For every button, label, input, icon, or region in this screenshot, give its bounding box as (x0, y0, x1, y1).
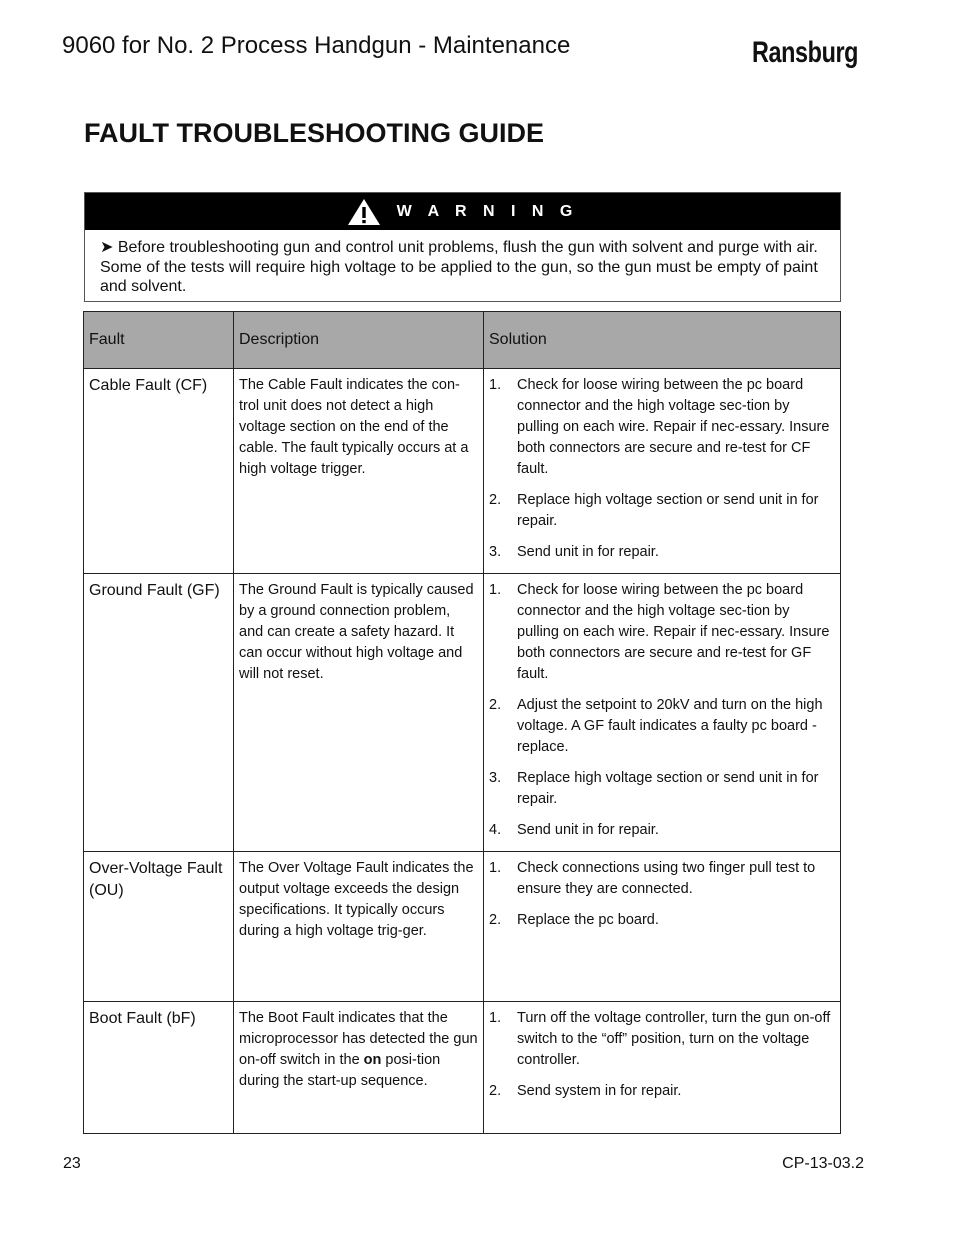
solution-step (489, 375, 832, 480)
fault-description-cell (234, 1002, 484, 1134)
solution-step (489, 1008, 832, 1071)
solution-step (489, 768, 832, 810)
fault-name-cell (84, 574, 234, 852)
page-number: 23 (63, 1155, 81, 1172)
step-text: Check for loose wiring between the pc board connector and the high voltage sec-tion by pulling on each wire. Repair if nec-essary. Insure both connectors are secure and re-test for CF fault. (517, 377, 830, 477)
ransburg-logo: Ransburg (752, 36, 859, 69)
solution-list (484, 1002, 840, 1102)
fault-description-cell (234, 574, 484, 852)
fault-description: The Ground Fault is typically caused by a ground connection problem, and can create a safety hazard. It can occur without high voltage and will not reset. (239, 582, 474, 682)
solution-step (489, 580, 832, 685)
step-number: 1. (489, 582, 502, 598)
solution-step (489, 910, 832, 931)
warning-text (85, 230, 840, 297)
step-number: 4. (489, 822, 502, 838)
table-header-row (84, 312, 841, 369)
fault-description: The Over Voltage Fault indicates the output voltage exceeds the design specifications. It typically occurs during a high voltage trig-ger. (239, 860, 474, 939)
step-text: Adjust the setpoint to 20kV and turn on the high voltage. A GF fault indicates a faulty pc board - replace. (517, 697, 823, 755)
fault-name: Boot Fault (bF) (89, 1010, 196, 1027)
fault-description (234, 1002, 483, 1092)
step-number: 2. (489, 492, 502, 508)
warning-header (85, 193, 840, 230)
fault-name: Ground Fault (GF) (89, 582, 220, 599)
solution-step (489, 1081, 832, 1102)
step-number: 1. (489, 1010, 502, 1026)
fault-solution-cell (484, 574, 841, 852)
solution-step (489, 820, 832, 841)
solution-step (489, 858, 832, 900)
step-number: 3. (489, 770, 502, 786)
step-number: 1. (489, 860, 502, 876)
fault-table (83, 311, 841, 1134)
warning-box (84, 192, 841, 302)
fault-name: Over-Voltage Fault (OU) (89, 860, 223, 899)
table-row (84, 369, 841, 574)
table-row (84, 1002, 841, 1134)
step-text: Check connections using two finger pull test to ensure they are connected. (517, 860, 816, 897)
step-number: 2. (489, 912, 502, 928)
table-row (84, 852, 841, 1002)
fault-solution-cell (484, 852, 841, 1002)
description-part: on (363, 1052, 382, 1068)
header-description: Description (234, 312, 484, 369)
warning-label: W A R N I N G (396, 202, 579, 220)
step-text: Replace the pc board. (517, 912, 659, 928)
fault-solution-cell (484, 369, 841, 574)
step-number: 1. (489, 377, 502, 393)
fault-solution-cell (484, 1002, 841, 1134)
page-title: FAULT TROUBLESHOOTING GUIDE (84, 118, 544, 148)
header-title: 9060 for No. 2 Process Handgun - Maintenance (62, 32, 571, 59)
step-text: Send system in for repair. (517, 1083, 682, 1099)
fault-description: The Cable Fault indicates the con-trol unit does not detect a high voltage section on the end of the cable. The fault typically occurs at a high voltage trigger. (239, 377, 469, 477)
step-number: 2. (489, 697, 502, 713)
header-solution: Solution (484, 312, 841, 369)
table-row (84, 574, 841, 852)
step-number: 3. (489, 544, 502, 560)
document-code: CP-13-03.2 (782, 1155, 864, 1172)
solution-list (484, 369, 840, 563)
fault-name-cell (84, 852, 234, 1002)
description-part: posi-tion during the start-up sequence. (239, 1052, 441, 1089)
warning-triangle-icon (347, 198, 381, 226)
solution-step (489, 542, 832, 563)
solution-list (484, 574, 840, 841)
fault-name-cell (84, 369, 234, 574)
step-text: Replace high voltage section or send unit in for repair. (517, 492, 819, 529)
solution-list (484, 852, 840, 931)
fault-description-cell (234, 369, 484, 574)
warning-message: Before troubleshooting gun and control unit problems, flush the gun with solvent and purge with air. Some of the tests will require high voltage to be applied to the gun, so the gun must be empty of paint and solvent. (100, 239, 818, 295)
step-text: Turn off the voltage controller, turn the gun on-off switch to the “off” position, turn on the voltage controller. (517, 1010, 831, 1068)
description-part: The Boot Fault indicates that the microprocessor has detected the gun on-off switch in the (239, 1010, 478, 1068)
header-fault: Fault (84, 312, 234, 369)
step-text: Send unit in for repair. (517, 544, 659, 560)
fault-description-cell (234, 852, 484, 1002)
step-text: Send unit in for repair. (517, 822, 659, 838)
step-text: Check for loose wiring between the pc board connector and the high voltage sec-tion by pulling on each wire. Repair if nec-essary. Insure both connectors are secure and re-test for GF fault. (517, 582, 830, 682)
bullet-icon: ➤ (100, 239, 114, 256)
fault-name-cell (84, 1002, 234, 1134)
solution-step (489, 695, 832, 758)
solution-step (489, 490, 832, 532)
fault-name: Cable Fault (CF) (89, 377, 208, 394)
step-text: Replace high voltage section or send unit in for repair. (517, 770, 819, 807)
step-number: 2. (489, 1083, 502, 1099)
